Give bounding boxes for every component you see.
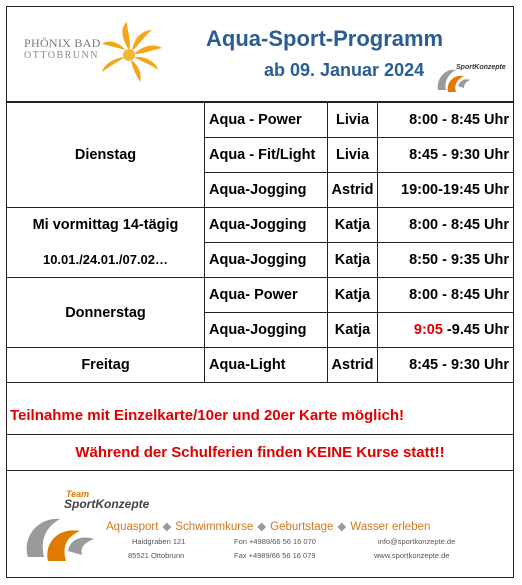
note-holidays-text: Während der Schulferien finden KEINE Kurse statt!! bbox=[75, 444, 445, 461]
sun-icon bbox=[94, 22, 164, 84]
table-row bbox=[7, 278, 514, 313]
time-cell: 19:00-19:45 Uhr bbox=[378, 173, 514, 208]
service-item: Aquasport bbox=[106, 521, 159, 533]
page-title: Aqua-Sport-Programm bbox=[206, 26, 444, 51]
footer bbox=[6, 471, 514, 578]
day-dates-cell: 10.01./24.01./07.02… bbox=[7, 243, 205, 278]
time-cell: 8:45 - 9:30 Uhr bbox=[378, 348, 514, 383]
note-card-info bbox=[6, 399, 514, 435]
course-cell: Aqua- Power bbox=[205, 278, 328, 313]
note-holidays bbox=[6, 435, 514, 471]
trainer-cell: Livia bbox=[328, 138, 378, 173]
trainer-cell: Katja bbox=[328, 208, 378, 243]
bullet-icon: ◆ bbox=[257, 521, 267, 533]
page-subtitle: ab 09. Januar 2024 bbox=[264, 60, 425, 80]
trainer-cell: Katja bbox=[328, 313, 378, 348]
trainer-cell: Katja bbox=[328, 278, 378, 313]
footer-fax: Fax +4989/66 56 16 079 bbox=[234, 551, 316, 560]
badge-text: SportKonzepte bbox=[456, 64, 506, 71]
day-cell: Mi vormittag 14-tägig bbox=[7, 208, 205, 243]
footer-brand-name: SportKonzepte bbox=[64, 497, 150, 511]
course-cell: Aqua-Jogging bbox=[205, 243, 328, 278]
logo-line2: OTTOBRUNN bbox=[24, 50, 99, 61]
note-card-text: Teilnahme mit Einzelkarte/10er und 20er Karte möglich! bbox=[10, 407, 405, 424]
phoenix-bad-logo bbox=[18, 22, 168, 82]
footer-city: 85521 Ottobrunn bbox=[128, 551, 185, 560]
footer-services bbox=[106, 519, 430, 533]
sportkonzepte-badge bbox=[434, 60, 506, 96]
day-cell: Dienstag bbox=[7, 103, 205, 208]
time-cell: 8:50 - 9:35 Uhr bbox=[378, 243, 514, 278]
service-item: Schwimmkurse bbox=[175, 521, 254, 533]
bullet-icon: ◆ bbox=[162, 521, 172, 533]
service-item: Geburtstage bbox=[270, 521, 334, 533]
trainer-cell: Katja bbox=[328, 243, 378, 278]
time-cell: 8:00 - 8:45 Uhr bbox=[378, 278, 514, 313]
footer-phone: Fon +4989/66 56 16 070 bbox=[234, 537, 316, 546]
course-cell: Aqua - Fit/Light bbox=[205, 138, 328, 173]
footer-street: Haidgraben 121 bbox=[132, 537, 186, 546]
time-start-highlight: 9:05 bbox=[413, 322, 443, 338]
day-cell: Donnerstag bbox=[7, 278, 205, 348]
footer-brand bbox=[64, 489, 150, 511]
table-row bbox=[7, 348, 514, 383]
trainer-cell: Livia bbox=[328, 103, 378, 138]
schedule-table bbox=[6, 102, 514, 383]
footer-website[interactable]: www.sportkonzepte.de bbox=[374, 551, 450, 560]
table-row bbox=[7, 243, 514, 278]
day-cell: Freitag bbox=[7, 348, 205, 383]
time-cell: 8:00 - 8:45 Uhr bbox=[378, 208, 514, 243]
time-cell: 8:00 - 8:45 Uhr bbox=[378, 103, 514, 138]
trainer-cell: Astrid bbox=[328, 173, 378, 208]
time-cell: 8:45 - 9:30 Uhr bbox=[378, 138, 514, 173]
course-cell: Aqua-Jogging bbox=[205, 173, 328, 208]
course-cell: Aqua-Light bbox=[205, 348, 328, 383]
course-cell: Aqua-Jogging bbox=[205, 313, 328, 348]
bullet-icon: ◆ bbox=[337, 521, 347, 533]
service-item: Wasser erleben bbox=[350, 521, 431, 533]
header bbox=[6, 6, 514, 102]
footer-email[interactable]: info@sportkonzepte.de bbox=[378, 537, 456, 546]
time-cell bbox=[378, 313, 514, 348]
table-row bbox=[7, 103, 514, 138]
time-end: -9.45 Uhr bbox=[442, 322, 509, 338]
course-cell: Aqua-Jogging bbox=[205, 208, 328, 243]
table-row bbox=[7, 208, 514, 243]
trainer-cell: Astrid bbox=[328, 348, 378, 383]
course-cell: Aqua - Power bbox=[205, 103, 328, 138]
logo-line1: PHÖNIX BAD bbox=[24, 36, 101, 50]
footer-team-label: Team bbox=[66, 489, 90, 499]
